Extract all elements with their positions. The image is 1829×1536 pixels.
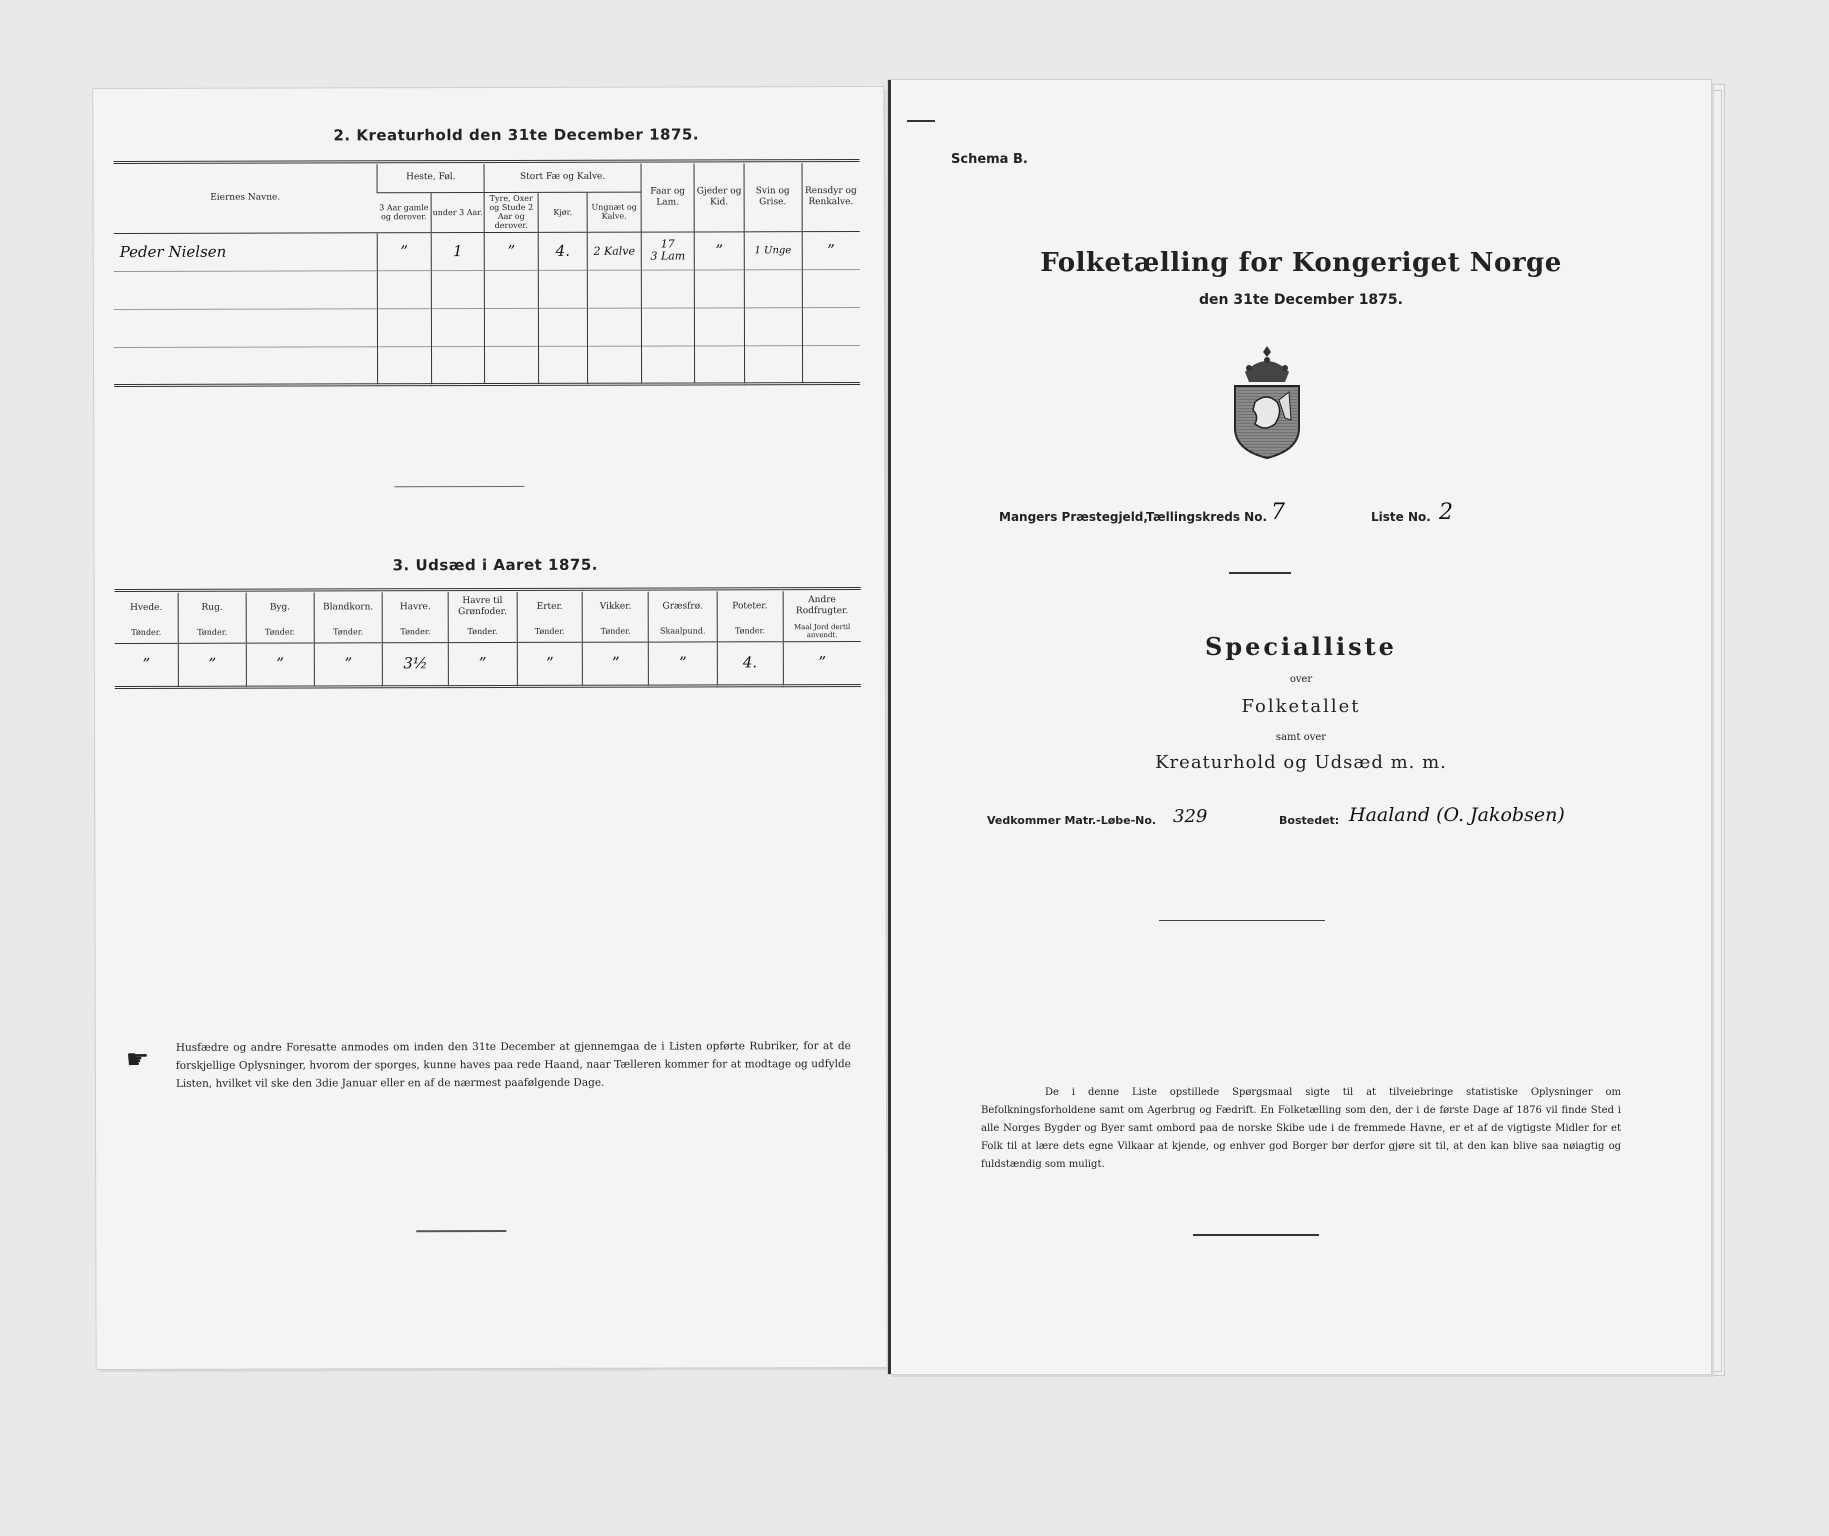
unit: Tønder. bbox=[517, 622, 583, 642]
bosted-label: Bostedet: bbox=[1279, 814, 1340, 827]
parish-label: Mangers Præstegjeld, bbox=[999, 510, 1148, 524]
district-label: Tællingskreds No. bbox=[1146, 510, 1268, 524]
root-crops-header: Andre Rodfrugter. bbox=[783, 591, 861, 621]
cell: ” bbox=[695, 231, 744, 269]
cattle-header: Stort Fæ og Kalve. bbox=[484, 164, 641, 192]
livestock-table bbox=[114, 163, 861, 386]
schema-label: Schema B. bbox=[951, 152, 1028, 167]
cell: ” bbox=[783, 641, 861, 685]
wheat-header: Hvede. bbox=[130, 602, 163, 613]
table-row bbox=[114, 345, 860, 385]
cows-header: Kjør. bbox=[538, 192, 587, 232]
potatoes-header: Poteter. bbox=[717, 591, 783, 621]
sheep-header: Faar og Lam. bbox=[641, 163, 695, 231]
cell: 4. bbox=[538, 232, 587, 270]
cell: ” bbox=[377, 232, 431, 270]
unit: Tønder. bbox=[131, 628, 162, 638]
goats-header: Gjeder og Kid. bbox=[694, 163, 743, 231]
unit: Skaalpund. bbox=[649, 621, 717, 641]
seed-table bbox=[115, 591, 861, 688]
unit: Maal Jord dertil anvendt. bbox=[783, 621, 861, 641]
calves-header: Ungnæt og Kalve. bbox=[587, 192, 641, 232]
rye-header: Rug. bbox=[178, 593, 246, 623]
horses-young-header: under 3 Aar. bbox=[431, 192, 485, 232]
list-label: Liste No. bbox=[1371, 510, 1431, 524]
mixed-grain-header: Blandkorn. bbox=[314, 592, 383, 622]
unit: Tønder. bbox=[583, 622, 649, 642]
matr-value: 329 bbox=[1173, 806, 1208, 827]
folketallet-label: Folketallet bbox=[1241, 696, 1361, 717]
unit: Tønder. bbox=[448, 622, 516, 642]
bulls-header: Tyre, Oxer og Stude 2 Aar og derover. bbox=[484, 192, 538, 232]
cell: ” bbox=[448, 642, 517, 686]
cell bbox=[641, 231, 695, 269]
owner-name: Peder Nielsen bbox=[119, 242, 227, 261]
seed-units-row bbox=[115, 621, 861, 643]
list-value: 2 bbox=[1439, 500, 1453, 525]
cell: 1 bbox=[431, 232, 485, 270]
matr-label: Vedkommer Matr.-Løbe-No. bbox=[987, 814, 1157, 827]
seed-header-row bbox=[115, 591, 861, 623]
cell: 2 Kalve bbox=[587, 232, 641, 270]
cell: ” bbox=[178, 643, 246, 687]
specialliste-title: Specialliste bbox=[1205, 632, 1397, 661]
left-page bbox=[93, 87, 886, 1369]
cell: ” bbox=[142, 654, 151, 673]
instructions-note: Husfædre og andre Foresatte anmodes om inden den 31te December at gjennemgaa de i Listen opførte Rubriker, for at de forskjellige Oplysninger, hvorom der sporges, kunne haves paa rede Haand, naar Tælleren kommer for at modtage og udfylde Listen, hvilket vil ske den 3die Januar eller en af de nærmest paafølgende Dage. bbox=[175, 1040, 851, 1090]
owner-name-header: Eiernes Navne. bbox=[114, 164, 378, 233]
divider bbox=[416, 1230, 506, 1232]
purpose-note: De i denne Liste opstillede Spørgsmaal sigte til at tilveiebringe statistiske Oplysninger om Befolkningsforholdene samt om Agerbrug og Fædrift. En Folketælling som den, der i de første Dage af 1876 vil finde Sted i alle Norges Bygder og Byer samt ombord paa de norske Skibe ude i de fremmede Havne, er et af de vigtigste Midler for et Folk til at lære dets egne Vilkaar at kjende, og enhver god Borger bør derfor gjøre sit til, at den kan blive saa nøiagtig og fuldstændig som muligt. bbox=[981, 1087, 1621, 1170]
bosted-value: Haaland (O. Jakobsen) bbox=[1349, 804, 1565, 826]
barley-header: Byg. bbox=[246, 592, 314, 622]
table-row bbox=[114, 269, 860, 309]
pointing-hand-icon: ☛ bbox=[125, 1044, 150, 1075]
cell: ” bbox=[649, 641, 717, 685]
divider bbox=[1229, 572, 1291, 574]
margin-mark bbox=[907, 120, 935, 122]
table-row bbox=[115, 641, 861, 687]
oats-header: Havre. bbox=[382, 592, 448, 622]
cell: ” bbox=[314, 642, 383, 686]
cell: ” bbox=[583, 642, 649, 686]
unit: Tønder. bbox=[717, 621, 783, 641]
unit: Tønder. bbox=[314, 622, 383, 642]
unit: Tønder. bbox=[382, 622, 448, 642]
samt-over-label: samt over bbox=[1275, 732, 1327, 743]
cell: ” bbox=[517, 642, 583, 686]
pigs-header: Svin og Grise. bbox=[744, 163, 802, 231]
vetch-header: Vikker. bbox=[583, 592, 649, 622]
unit: Tønder. bbox=[246, 622, 314, 642]
sheep-count: 17 bbox=[660, 237, 675, 251]
grass-seed-header: Græsfrø. bbox=[649, 591, 717, 621]
peas-header: Erter. bbox=[517, 592, 583, 622]
kreaturhold-label: Kreaturhold og Udsæd m. m. bbox=[1155, 752, 1447, 773]
table-row bbox=[114, 307, 860, 347]
green-oats-header: Havre til Grønfoder. bbox=[448, 592, 516, 622]
cell: 1 Unge bbox=[744, 231, 802, 269]
divider bbox=[1159, 920, 1325, 921]
reindeer-header: Rensdyr og Renkalve. bbox=[802, 163, 860, 231]
coat-of-arms-icon bbox=[1221, 342, 1313, 460]
horses-header: Heste, Føl. bbox=[377, 164, 484, 192]
census-date: den 31te December 1875. bbox=[1199, 292, 1403, 308]
divider bbox=[1193, 1234, 1319, 1236]
over-label: over bbox=[1289, 674, 1313, 685]
cell: ” bbox=[246, 642, 314, 686]
main-title: Folketælling for Kongeriget Norge bbox=[1040, 248, 1562, 278]
right-page bbox=[888, 80, 1711, 1374]
section2-title: 2. Kreaturhold den 31te December 1875. bbox=[333, 125, 700, 145]
cell: ” bbox=[802, 231, 860, 269]
divider bbox=[394, 486, 524, 487]
horses-old-header: 3 Aar gamle og derover. bbox=[377, 192, 431, 232]
district-value: 7 bbox=[1271, 500, 1285, 525]
section3-title: 3. Udsæd i Aaret 1875. bbox=[392, 555, 598, 575]
unit: Tønder. bbox=[178, 623, 246, 643]
cell: 4. bbox=[717, 641, 783, 685]
table-row bbox=[114, 231, 860, 271]
lamb-count: 3 Lam bbox=[650, 249, 686, 263]
cell: ” bbox=[485, 232, 539, 270]
cell: 3½ bbox=[382, 642, 448, 686]
